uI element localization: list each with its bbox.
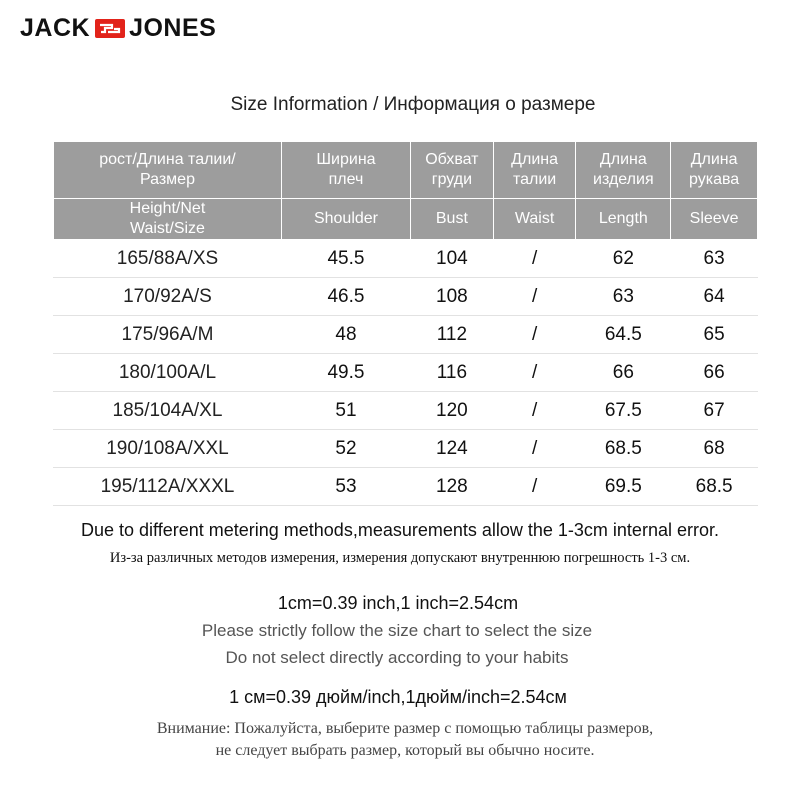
table-row: [54, 240, 758, 278]
brand-text-right: JONES: [129, 14, 217, 42]
brand-flag-icon: [95, 19, 125, 38]
bust-cell: 104: [411, 240, 494, 278]
size-cell: 180/100A/L: [54, 354, 282, 392]
sleeve-cell: 68: [671, 430, 758, 468]
size-cell: 175/96A/M: [54, 316, 282, 354]
unit-conversion-en: 1cm=0.39 inch,1 inch=2.54cm: [277, 593, 519, 613]
header-en-sleeve: Sleeve: [671, 199, 758, 240]
unit-conversion-ru: 1 см=0.39 дюйм/inch,1дюйм/inch=2.54см: [229, 687, 567, 707]
header-en-waist: Waist: [493, 199, 576, 240]
header-ru-bust: Обхват груди: [411, 142, 494, 199]
length-cell: 69.5: [576, 468, 671, 506]
shoulder-cell: 46.5: [281, 278, 410, 316]
bust-cell: 108: [411, 278, 494, 316]
shoulder-cell: 48: [281, 316, 410, 354]
table-row: [54, 392, 758, 430]
table-row: [54, 430, 758, 468]
shoulder-cell: 51: [281, 392, 410, 430]
header-en-bust: Bust: [411, 199, 494, 240]
size-advice-line-1: Please strictly follow the size chart to select the size: [201, 621, 593, 640]
bust-cell: 128: [411, 468, 494, 506]
attention-note-line-1: Внимание: Пожалуйста, выберите размер с помощью таблицы размеров,: [156, 720, 654, 737]
page-title: Size Information / Информация о размере: [230, 94, 596, 115]
size-cell: 195/112A/XXXL: [54, 468, 282, 506]
sleeve-cell: 67: [671, 392, 758, 430]
shoulder-cell: 53: [281, 468, 410, 506]
waist-cell: /: [493, 468, 576, 506]
measurement-error-note-ru: Из-за различных методов измерения, измерения допускают внутреннюю погрешность 1-3 см.: [109, 550, 691, 566]
size-cell: 170/92A/S: [54, 278, 282, 316]
header-row-ru: [54, 142, 758, 199]
header-en-shoulder: Shoulder: [281, 199, 410, 240]
header-row-en: [54, 199, 758, 240]
bust-cell: 116: [411, 354, 494, 392]
header-ru-size: рост/Длина талии/Размер: [54, 142, 282, 199]
length-cell: 62: [576, 240, 671, 278]
shoulder-cell: 49.5: [281, 354, 410, 392]
sleeve-cell: 65: [671, 316, 758, 354]
length-cell: 68.5: [576, 430, 671, 468]
size-advice-line-2: Do not select directly according to your habits: [225, 648, 569, 667]
measurement-error-note-en: Due to different metering methods,measurements allow the 1-3cm internal error.: [81, 520, 719, 540]
sleeve-cell: 63: [671, 240, 758, 278]
length-cell: 66: [576, 354, 671, 392]
table-row: [54, 468, 758, 506]
size-cell: 165/88A/XS: [54, 240, 282, 278]
attention-note-line-2: не следует выбрать размер, который вы обычно носите.: [215, 742, 595, 759]
size-cell: 190/108A/XXL: [54, 430, 282, 468]
header-ru-length: Длина изделия: [576, 142, 671, 199]
bust-cell: 124: [411, 430, 494, 468]
table-row: [54, 278, 758, 316]
length-cell: 63: [576, 278, 671, 316]
size-table: [53, 141, 758, 506]
waist-cell: /: [493, 316, 576, 354]
table-row: [54, 316, 758, 354]
sleeve-cell: 64: [671, 278, 758, 316]
waist-cell: /: [493, 278, 576, 316]
waist-cell: /: [493, 240, 576, 278]
waist-cell: /: [493, 354, 576, 392]
header-en-size: Height/Net Waist/Size: [54, 199, 282, 240]
header-ru-waist: Длина талии: [493, 142, 576, 199]
sleeve-cell: 68.5: [671, 468, 758, 506]
brand-logo: [20, 14, 216, 43]
header-ru-shoulder: Ширина плеч: [281, 142, 410, 199]
sleeve-cell: 66: [671, 354, 758, 392]
shoulder-cell: 45.5: [281, 240, 410, 278]
waist-cell: /: [493, 392, 576, 430]
size-cell: 185/104A/XL: [54, 392, 282, 430]
header-ru-sleeve: Длина рукава: [671, 142, 758, 199]
brand-text-left: JACK: [20, 14, 91, 42]
table-row: [54, 354, 758, 392]
bust-cell: 120: [411, 392, 494, 430]
length-cell: 64.5: [576, 316, 671, 354]
header-en-length: Length: [576, 199, 671, 240]
shoulder-cell: 52: [281, 430, 410, 468]
bust-cell: 112: [411, 316, 494, 354]
waist-cell: /: [493, 430, 576, 468]
length-cell: 67.5: [576, 392, 671, 430]
